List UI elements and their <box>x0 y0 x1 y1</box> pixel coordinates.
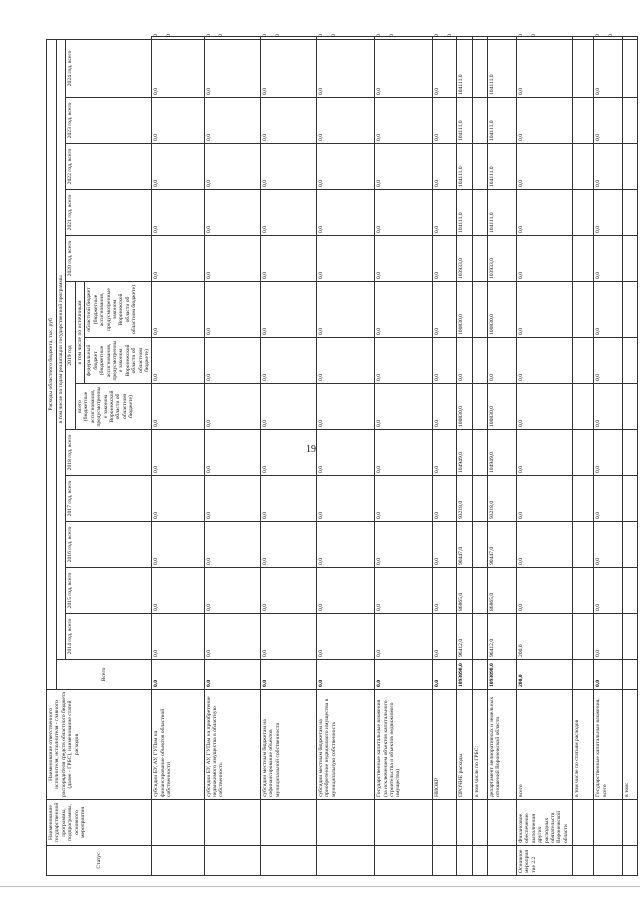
row-value: 0,0 <box>375 522 433 568</box>
row-value <box>473 37 488 40</box>
row-value: 0,0 <box>316 384 374 430</box>
col-2023: 2023 год, всего <box>66 98 152 144</box>
row-value <box>573 236 594 282</box>
row-value: 0,0 <box>152 282 204 338</box>
row-value: 0,0 <box>433 39 456 97</box>
row-value: 96412,0 <box>487 614 516 660</box>
row-program <box>316 800 374 846</box>
row-value: 0,0 <box>204 568 260 614</box>
table-row <box>623 37 638 876</box>
row-value <box>573 614 594 660</box>
row-value: 0,0 <box>260 614 316 660</box>
row-executor: всего <box>516 690 573 800</box>
row-program <box>473 800 488 846</box>
row-value: 0,0 <box>594 522 623 568</box>
bottom-rule <box>0 886 640 887</box>
row-value: 0,0 <box>433 568 456 614</box>
row-value <box>473 338 488 384</box>
row-total: 0,0 <box>204 660 260 690</box>
row-value: 0,0 <box>260 522 316 568</box>
row-value: 86865,0 <box>456 568 473 614</box>
row-value: 96412,0 <box>456 614 473 660</box>
row-value <box>573 39 594 97</box>
table-row <box>487 37 516 876</box>
row-value: 0,0 <box>260 384 316 430</box>
row-value: 0,0 <box>375 476 433 522</box>
row-value: 0,0 <box>204 430 260 476</box>
table-row <box>573 37 594 876</box>
row-value: 0,0 <box>204 476 260 522</box>
row-value: 103933,0 <box>456 236 473 282</box>
row-value <box>473 282 488 338</box>
row-value: 0,0 <box>375 614 433 660</box>
row-value: 0,0 <box>516 282 573 338</box>
row-executor: в том числе по статьям расходов <box>573 690 594 800</box>
row-value: 0,0 <box>152 190 204 236</box>
row-value: 0,0 <box>516 568 573 614</box>
row-value: 90447,0 <box>456 522 473 568</box>
row-value: 0,0 <box>204 236 260 282</box>
col-2016: 2016 год, всего <box>66 522 152 568</box>
row-executor: Государственные капитальные вложения, всего <box>594 690 623 800</box>
row-total <box>473 660 488 690</box>
row-executor: ПРОЧИЕ расходы <box>456 690 473 800</box>
row-value <box>473 98 488 144</box>
row-status <box>260 846 316 876</box>
row-value <box>573 476 594 522</box>
row-value: 100830,0 <box>487 282 516 338</box>
row-value: 0,0 <box>260 39 316 97</box>
row-value: 0,0 <box>204 614 260 660</box>
rotated-table-wrapper <box>46 36 638 876</box>
col-status: Статус <box>47 846 152 876</box>
row-value: 0,0 <box>204 384 260 430</box>
row-value <box>473 236 488 282</box>
row-value <box>473 190 488 236</box>
col-program-name: Наименование государственной программы, подпрограммы, основного мероприятия <box>47 800 152 846</box>
row-value: 0,0 <box>260 282 316 338</box>
row-value: 0,0 <box>516 476 573 522</box>
row-total: 1093098,0 <box>456 660 473 690</box>
row-value: 90447,0 <box>487 522 516 568</box>
row-status <box>316 846 374 876</box>
row-executor: Государственные капитальные вложения (за исключением объектов капитального строительства и объектов недвижимого имущества) <box>375 690 433 800</box>
row-value: 0,0 <box>316 568 374 614</box>
row-value: 0,0 <box>152 37 204 40</box>
row-value: 0,0 <box>433 384 456 430</box>
row-value: 0,0 <box>204 522 260 568</box>
row-value: 0,0 <box>152 430 204 476</box>
row-program <box>594 800 623 846</box>
row-program: Финансовое обеспечение выполнения других расходных обязательств Воронежской области <box>516 800 573 846</box>
row-value: 0,0 <box>316 37 374 40</box>
row-value: 0,0 <box>316 338 374 384</box>
row-value: 0,0 <box>516 190 573 236</box>
row-value: 0,0 <box>316 190 374 236</box>
row-value <box>623 39 638 97</box>
col-2024: 2024 год, всего <box>66 39 152 97</box>
row-program <box>456 800 473 846</box>
row-value <box>473 144 488 190</box>
row-value <box>573 384 594 430</box>
row-status <box>456 846 473 876</box>
table-row <box>433 37 456 876</box>
col-2014: 2014 год, всего <box>66 614 152 660</box>
row-value: 0,0 <box>260 144 316 190</box>
row-value: 0,0 <box>316 476 374 522</box>
row-status <box>594 846 623 876</box>
row-value: 0,0 <box>433 338 456 384</box>
row-value: 0,0 <box>152 568 204 614</box>
row-value: 0,0 <box>456 338 473 384</box>
row-value <box>473 476 488 522</box>
row-value: 0,0 <box>152 476 204 522</box>
row-value: 0,0 <box>375 282 433 338</box>
table-row <box>375 37 433 876</box>
row-value: 0,0 <box>204 144 260 190</box>
row-status <box>623 846 638 876</box>
row-value: 0,0 <box>433 522 456 568</box>
row-value: 0,0 <box>594 384 623 430</box>
row-value: 0,0 <box>487 338 516 384</box>
table-row <box>152 37 204 876</box>
row-executor: в том: <box>623 690 638 800</box>
row-value <box>573 144 594 190</box>
row-value: 0,0 <box>152 144 204 190</box>
table-row <box>456 37 473 876</box>
row-value: 0,0 <box>516 98 573 144</box>
row-program <box>623 800 638 846</box>
row-value: 100830,0 <box>456 384 473 430</box>
row-value: 104111,0 <box>487 39 516 97</box>
row-value: 0,0 <box>516 37 573 40</box>
row-value: 0,0 <box>260 37 316 40</box>
col-federal: федеральный бюджет (бюджетные ассигнования, предусмотренные законом Воронежской области об областном бюджете) <box>85 338 152 384</box>
row-value <box>473 568 488 614</box>
row-executor: субсидии БУ, АУ, ГУПам на финансирование объектов областной собственности <box>152 690 204 800</box>
row-value <box>623 430 638 476</box>
row-status <box>573 846 594 876</box>
table-row <box>594 37 623 876</box>
row-program <box>204 800 260 846</box>
row-status: Основное мероприятие 2.2 <box>516 846 573 876</box>
row-value: 0,0 <box>594 98 623 144</box>
row-total: 1093098,0 <box>487 660 516 690</box>
row-value <box>573 282 594 338</box>
col-executor: Наименование ответственного исполнителя, исполнителя - главного распорядителя средств областного бюджета (далее - ГРБС), наименование статей расходов <box>47 690 152 800</box>
row-value: 0,0 <box>433 98 456 144</box>
row-value: 0,0 <box>316 430 374 476</box>
row-value: 0,0 <box>433 430 456 476</box>
row-value: 0,0 <box>316 39 374 97</box>
row-value: 0,0 <box>594 476 623 522</box>
row-total: 0,0 <box>433 660 456 690</box>
table-row <box>473 37 488 876</box>
row-value <box>623 338 638 384</box>
col-2019-total: всего (бюджетные ассигнования, предусмотренные законом Воронежской области об областном бюджете) <box>75 384 152 430</box>
row-value: 0,0 <box>594 190 623 236</box>
row-value <box>623 190 638 236</box>
row-value: 104111,0 <box>456 144 473 190</box>
row-value: 0,0 <box>375 190 433 236</box>
row-total: 200,0 <box>516 660 573 690</box>
row-value: 0,0 <box>260 190 316 236</box>
row-value: 0,0 <box>375 338 433 384</box>
row-value <box>623 476 638 522</box>
row-value: 0,0 <box>375 568 433 614</box>
row-value: 0,0 <box>375 98 433 144</box>
row-value: 0,0 <box>260 98 316 144</box>
row-value: 0,0 <box>516 39 573 97</box>
row-executor: департамент мелиоративных и земельных отношений Воронежской области <box>487 690 516 800</box>
row-value: 0,0 <box>375 37 433 40</box>
table-row <box>260 37 316 876</box>
row-value: 0,0 <box>260 476 316 522</box>
row-total: 0,0 <box>375 660 433 690</box>
row-value: 0,0 <box>152 39 204 97</box>
row-status <box>152 846 204 876</box>
row-value: 0,0 <box>516 144 573 190</box>
row-value <box>456 37 473 40</box>
col-2021: 2021 год, всего <box>66 190 152 236</box>
row-value <box>623 236 638 282</box>
row-status <box>487 846 516 876</box>
row-value <box>623 282 638 338</box>
row-program <box>260 800 316 846</box>
row-value: 0,0 <box>594 37 623 40</box>
col-2018: 2018 год, всего <box>66 430 152 476</box>
row-program <box>487 800 516 846</box>
row-executor: в том числе по ГРБС: <box>473 690 488 800</box>
row-status <box>204 846 260 876</box>
row-value <box>573 338 594 384</box>
row-value: 104111,0 <box>487 98 516 144</box>
row-status <box>375 846 433 876</box>
row-value: 0,0 <box>516 236 573 282</box>
row-total: 0,0 <box>260 660 316 690</box>
row-value: 86865,0 <box>487 568 516 614</box>
row-value <box>487 37 516 40</box>
row-value: 0,0 <box>316 522 374 568</box>
row-value: 0,0 <box>594 144 623 190</box>
row-value: 100830,0 <box>487 384 516 430</box>
row-value: 0,0 <box>433 282 456 338</box>
col-2015: 2015 год, всего <box>66 568 152 614</box>
row-program <box>152 800 204 846</box>
row-value <box>573 568 594 614</box>
row-value: 0,0 <box>433 614 456 660</box>
budget-table <box>46 36 638 876</box>
row-value: 0,0 <box>316 236 374 282</box>
row-value: 0,0 <box>375 39 433 97</box>
row-value: 0,0 <box>433 236 456 282</box>
row-value: 0,0 <box>375 430 433 476</box>
row-total: 0,0 <box>316 660 374 690</box>
row-value: 0,0 <box>594 430 623 476</box>
row-status <box>473 846 488 876</box>
row-value: 104111,0 <box>456 190 473 236</box>
row-value <box>573 190 594 236</box>
row-value: 0,0 <box>516 338 573 384</box>
row-value: 0,0 <box>260 338 316 384</box>
row-value: 104111,0 <box>456 98 473 144</box>
row-value: 0,0 <box>204 338 260 384</box>
row-value: 0,0 <box>594 338 623 384</box>
row-value: 0,0 <box>594 614 623 660</box>
row-total: 0,0 <box>152 660 204 690</box>
row-value: 0,0 <box>375 144 433 190</box>
row-value: 0,0 <box>204 282 260 338</box>
row-program <box>433 800 456 846</box>
row-value: 0,0 <box>594 568 623 614</box>
row-value: 100830,0 <box>456 282 473 338</box>
col-2017: 2017 год, всего <box>66 476 152 522</box>
col-by-sources: в том числе по источникам <box>75 282 84 384</box>
row-value: 104111,0 <box>487 190 516 236</box>
row-value: 0,0 <box>316 614 374 660</box>
row-value: 0,0 <box>152 338 204 384</box>
table-row <box>204 37 260 876</box>
row-value: 0,0 <box>594 39 623 97</box>
row-value <box>473 430 488 476</box>
table-row <box>316 37 374 876</box>
row-value: 0,0 <box>204 37 260 40</box>
row-value: 200,0 <box>516 614 573 660</box>
page-number: 19 <box>306 444 316 455</box>
row-value: 0,0 <box>375 384 433 430</box>
col-expenses: Расходы областного бюджета, тыс. руб <box>47 39 57 689</box>
row-value: 0,0 <box>316 98 374 144</box>
row-value: 0,0 <box>152 522 204 568</box>
row-value: 0,0 <box>516 430 573 476</box>
row-value: 0,0 <box>204 190 260 236</box>
row-value: 0,0 <box>152 98 204 144</box>
row-value <box>573 430 594 476</box>
row-status <box>433 846 456 876</box>
row-value <box>623 568 638 614</box>
row-executor: НИОКР <box>433 690 456 800</box>
row-value: 0,0 <box>433 144 456 190</box>
row-value: 0,0 <box>260 568 316 614</box>
row-value: 0,0 <box>152 614 204 660</box>
row-value: 0,0 <box>375 236 433 282</box>
row-total <box>623 660 638 690</box>
row-value <box>473 522 488 568</box>
col-2022: 2022 год, всего <box>66 144 152 190</box>
row-executor: субсидии БУ, АУ, ГУПам на приобретение недвижимого имущества в областную собственность <box>204 690 260 800</box>
row-executor: субсидии местным бюджетам на приобретение недвижимого имущества в муниципальную собственность <box>316 690 374 800</box>
row-value: 0,0 <box>594 282 623 338</box>
row-value <box>573 98 594 144</box>
row-value: 104111,0 <box>487 144 516 190</box>
row-value: 0,0 <box>204 39 260 97</box>
row-value <box>573 522 594 568</box>
row-value: 0,0 <box>594 236 623 282</box>
row-value <box>473 384 488 430</box>
row-value: 0,0 <box>316 144 374 190</box>
row-value: 0,0 <box>433 476 456 522</box>
row-value: 103933,0 <box>487 236 516 282</box>
row-program <box>375 800 433 846</box>
col-2020: 2020 год, всего <box>66 236 152 282</box>
row-value: 104949,0 <box>456 430 473 476</box>
row-value: 104949,0 <box>487 430 516 476</box>
row-value: 0,0 <box>433 37 456 40</box>
row-value: 0,0 <box>260 430 316 476</box>
row-value: 104111,0 <box>456 39 473 97</box>
table-row <box>516 37 573 876</box>
row-value <box>573 37 594 40</box>
row-value <box>473 39 488 97</box>
col-total: Всего <box>57 660 152 690</box>
col-regional: областной бюджет (бюджетные ассигнования, предусмотренные законом Воронежской области об областном бюджете) <box>85 282 152 338</box>
row-value <box>623 522 638 568</box>
row-value: 93218,0 <box>456 476 473 522</box>
row-value <box>623 614 638 660</box>
row-value <box>623 384 638 430</box>
row-value: 0,0 <box>152 236 204 282</box>
row-value: 0,0 <box>152 384 204 430</box>
row-executor: субсидии местным бюджетам на софинансирование объектов муниципальной собственности <box>260 690 316 800</box>
row-value <box>623 98 638 144</box>
col-2019: 2019 год <box>66 282 75 430</box>
row-program <box>573 800 594 846</box>
row-value: 0,0 <box>516 384 573 430</box>
row-total <box>573 660 594 690</box>
row-value <box>473 614 488 660</box>
row-value: 93218,0 <box>487 476 516 522</box>
row-value: 0,0 <box>204 98 260 144</box>
row-value: 0,0 <box>316 282 374 338</box>
row-value: 0,0 <box>260 236 316 282</box>
row-value <box>623 37 638 40</box>
row-value <box>623 144 638 190</box>
row-value: 0,0 <box>516 522 573 568</box>
row-value: 0,0 <box>433 190 456 236</box>
row-total: 0,0 <box>594 660 623 690</box>
col-by-years: в том числе по годам реализации государственной программы <box>57 39 66 659</box>
